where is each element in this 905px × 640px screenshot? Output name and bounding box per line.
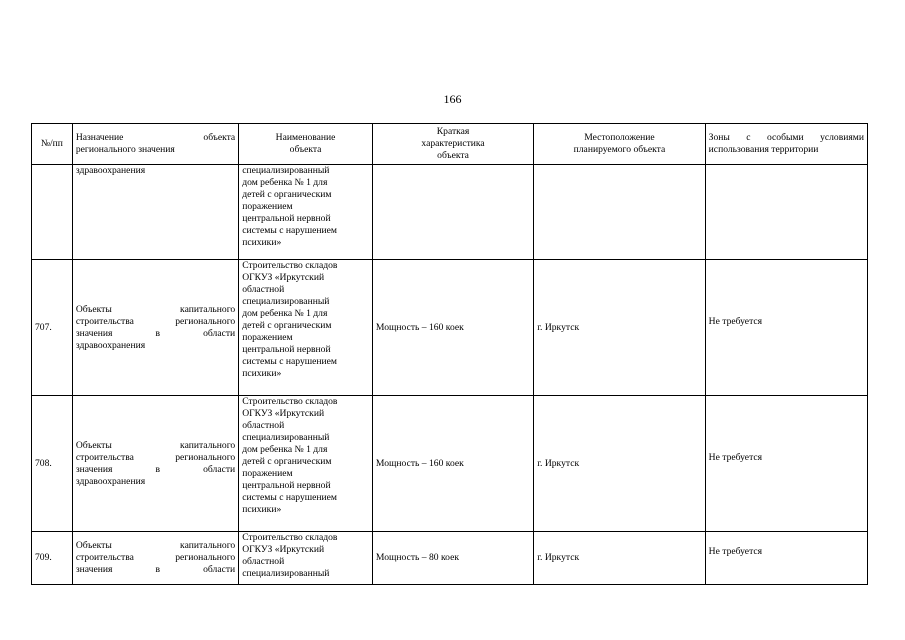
zones-text: Не требуется	[708, 315, 763, 327]
purpose-line: значения в области	[75, 327, 236, 339]
name-line: психики»	[242, 368, 282, 379]
name-line: областной	[242, 284, 285, 295]
name-line: ОГКУЗ «Иркутский	[242, 408, 325, 419]
page-number: 166	[443, 92, 462, 106]
cell-location: г. Иркутск	[534, 396, 705, 532]
cell-location: г. Иркутск	[534, 260, 705, 396]
name-line: психики»	[242, 504, 282, 515]
name-line: областной	[242, 556, 285, 567]
name-line: психики»	[242, 237, 282, 248]
table-row	[32, 396, 868, 532]
name-line: центральной нервной	[242, 344, 331, 355]
name-line: поражением	[242, 468, 293, 479]
name-line: Строительство складов	[242, 396, 338, 407]
header-characteristic	[372, 124, 533, 165]
table-row	[32, 532, 868, 585]
header-name-line-1: Наименование	[275, 132, 336, 143]
cell-zones	[705, 532, 867, 585]
purpose-line: значения в области	[75, 463, 236, 475]
purpose-line: здравоохранения	[75, 475, 146, 487]
cell-characteristic	[372, 165, 533, 260]
cell-number	[32, 165, 73, 260]
name-line: ОГКУЗ «Иркутский	[242, 272, 325, 283]
name-line: системы с нарушением	[242, 225, 337, 236]
cell-name	[239, 396, 373, 532]
name-line: дом ребенка № 1 для	[242, 444, 328, 455]
cell-purpose-line: здравоохранения	[75, 165, 146, 176]
cell-number: 707.	[32, 260, 73, 396]
name-line: специализированный	[242, 568, 330, 579]
cell-characteristic: Мощность – 160 коек	[372, 396, 533, 532]
cell-number: 708.	[32, 396, 73, 532]
zones-text: Не требуется	[708, 451, 763, 463]
name-line: центральной нервной	[242, 480, 331, 491]
header-zones-line-1: Зоны с особыми условиями	[708, 132, 864, 143]
name-line: поражением	[242, 201, 293, 212]
purpose-line: строительства регионального	[75, 451, 236, 463]
cell-name	[239, 165, 373, 260]
name-line: Строительство складов	[242, 260, 338, 271]
cell-purpose	[72, 396, 238, 532]
purpose-line: Объекты капитального	[75, 303, 236, 315]
cell-zones	[705, 165, 867, 260]
header-purpose-line-2: регионального значения	[75, 144, 175, 155]
name-line: системы с нарушением	[242, 356, 337, 367]
name-line: дом ребенка № 1 для	[242, 308, 328, 319]
name-line: центральной нервной	[242, 213, 331, 224]
name-line: Строительство складов	[242, 532, 338, 543]
cell-zones	[705, 260, 867, 396]
purpose-line: значения в области	[75, 564, 236, 575]
name-line: детей с органическим	[242, 320, 332, 331]
purpose-line: строительства регионального	[75, 552, 236, 563]
cell-zones	[705, 396, 867, 532]
header-zones	[705, 124, 867, 165]
name-line: специализированный	[242, 296, 330, 307]
header-char-line-1: Краткая	[436, 126, 470, 137]
header-loc-line-1: Местоположение	[584, 132, 655, 143]
name-line: областной	[242, 420, 285, 431]
purpose-line: Объекты капитального	[75, 540, 236, 551]
header-name-line-2: объекта	[289, 144, 322, 155]
cell-name	[239, 260, 373, 396]
header-loc-line-2: планируемого объекта	[573, 144, 666, 155]
table-header-row	[32, 124, 868, 165]
cell-characteristic: Мощность – 80 коек	[372, 532, 533, 585]
header-char-line-2: характеристика	[421, 138, 485, 149]
cell-purpose	[72, 532, 238, 585]
purpose-line: строительства регионального	[75, 315, 236, 327]
cell-name	[239, 532, 373, 585]
name-line: поражением	[242, 332, 293, 343]
cell-characteristic: Мощность – 160 коек	[372, 260, 533, 396]
header-number: №/пп	[32, 124, 73, 165]
header-char-line-3: объекта	[437, 150, 469, 161]
cell-purpose	[72, 260, 238, 396]
name-line: системы с нарушением	[242, 492, 337, 503]
name-line: детей с органическим	[242, 189, 332, 200]
cell-purpose	[72, 165, 238, 260]
header-zones-line-2: использования территории	[708, 144, 819, 155]
cell-location	[534, 165, 705, 260]
cell-location: г. Иркутск	[534, 532, 705, 585]
name-line: дом ребенка № 1 для	[242, 177, 328, 188]
header-name	[239, 124, 373, 165]
name-line: детей с органическим	[242, 456, 332, 467]
name-line: специализированный	[242, 432, 330, 443]
table-row-continuation	[32, 165, 868, 260]
purpose-line: Объекты капитального	[75, 439, 236, 451]
zones-text: Не требуется	[708, 546, 763, 557]
name-line: ОГКУЗ «Иркутский	[242, 544, 325, 555]
registry-table	[31, 123, 868, 585]
name-line: специализированный	[242, 165, 330, 176]
header-purpose	[72, 124, 238, 165]
header-location	[534, 124, 705, 165]
header-purpose-line-1: Назначение объекта	[75, 132, 236, 143]
cell-number: 709.	[32, 532, 73, 585]
purpose-line: здравоохранения	[75, 339, 146, 351]
table-row	[32, 260, 868, 396]
